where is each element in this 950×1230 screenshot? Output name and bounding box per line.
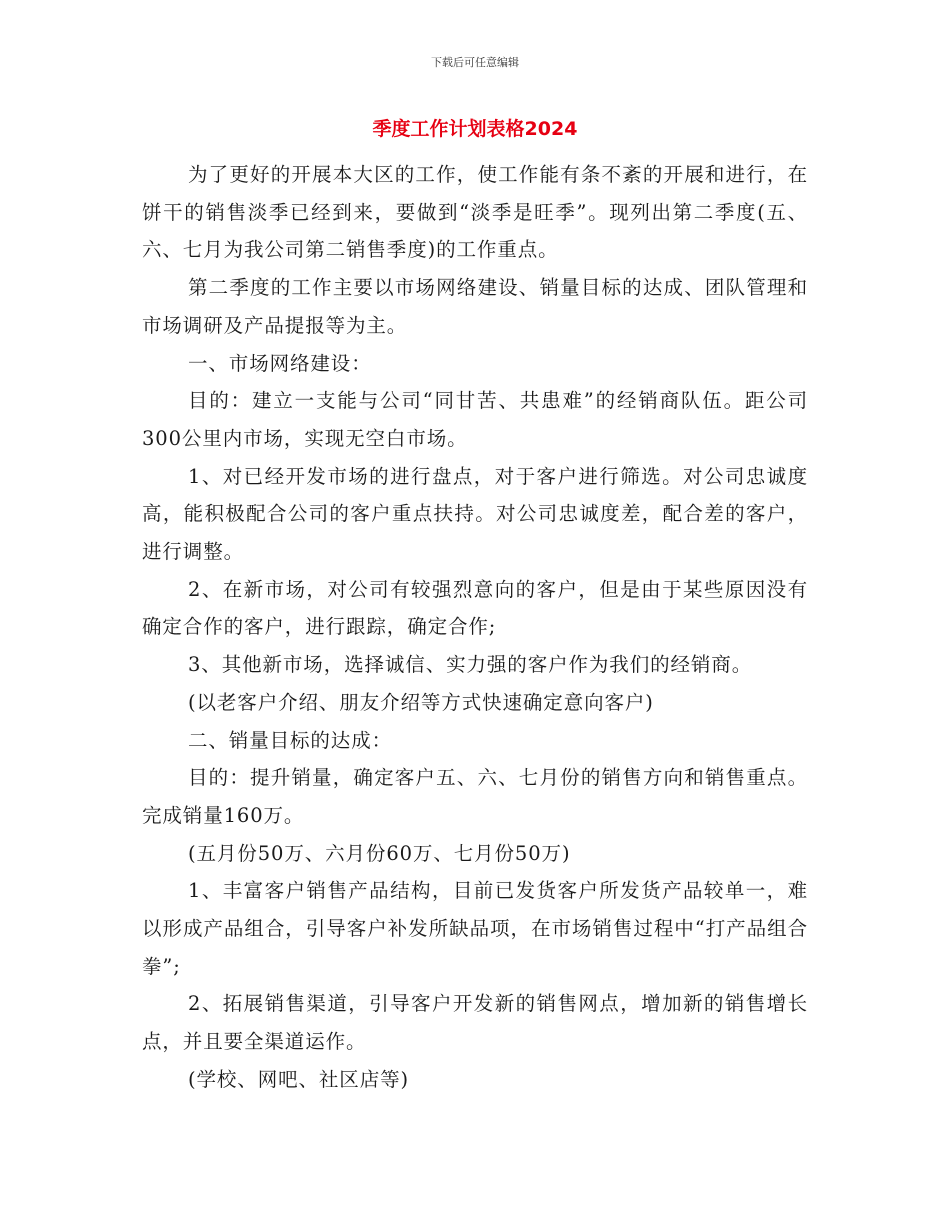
paragraph: (学校、网吧、社区店等) <box>188 1067 410 1091</box>
paragraph: 第二季度的工作主要以市场网络建设、销量目标的达成、团队管理和市场调研及产品提报等为主。 <box>142 276 808 337</box>
paragraph: 目的：建立一支能与公司“同甘苦、共患难”的经销商队伍。距公司300公里内市场，实现无空白市场。 <box>142 389 808 450</box>
header-note: 下载后可任意编辑 <box>431 56 519 69</box>
section-heading: 一、市场网络建设： <box>188 351 372 375</box>
section-heading: 二、销量目标的达成： <box>188 728 393 752</box>
document-body <box>142 156 808 1099</box>
list-item: 1、对已经开发市场的进行盘点，对于客户进行筛选。对公司忠诚度高，能积极配合公司的客户重点扶持。对公司忠诚度差，配合差的客户，进行调整。 <box>142 464 808 564</box>
list-item: 3、其他新市场，选择诚信、实力强的客户作为我们的经销商。 <box>188 653 753 677</box>
list-item: 2、拓展销售渠道，引导客户开发新的销售网点，增加新的销售增长点，并且要全渠道运作。 <box>142 992 808 1054</box>
paragraph: 目的：提升销量，确定客户五、六、七月份的销售方向和销售重点。完成销量160万。 <box>142 766 808 827</box>
paragraph: 为了更好的开展本大区的工作，使工作能有条不紊的开展和进行，在饼干的销售淡季已经到来，要做到“淡季是旺季”。现列出第二季度(五、六、七月为我公司第二销售季度)的工作重点。 <box>142 163 808 262</box>
paragraph: (五月份50万、六月份60万、七月份50万) <box>188 841 571 865</box>
list-item: 1、丰富客户销售产品结构，目前已发货客户所发货产品较单一，难以形成产品组合，引导客户补发所缺品项，在市场销售过程中“打产品组合拳”; <box>142 879 808 978</box>
paragraph: (以老客户介绍、朋友介绍等方式快速确定意向客户) <box>188 690 654 714</box>
document-title: 季度工作计划表格2024 <box>372 118 578 140</box>
list-item: 2、在新市场，对公司有较强烈意向的客户，但是由于某些原因没有确定合作的客户，进行跟踪，确定合作; <box>142 577 808 639</box>
